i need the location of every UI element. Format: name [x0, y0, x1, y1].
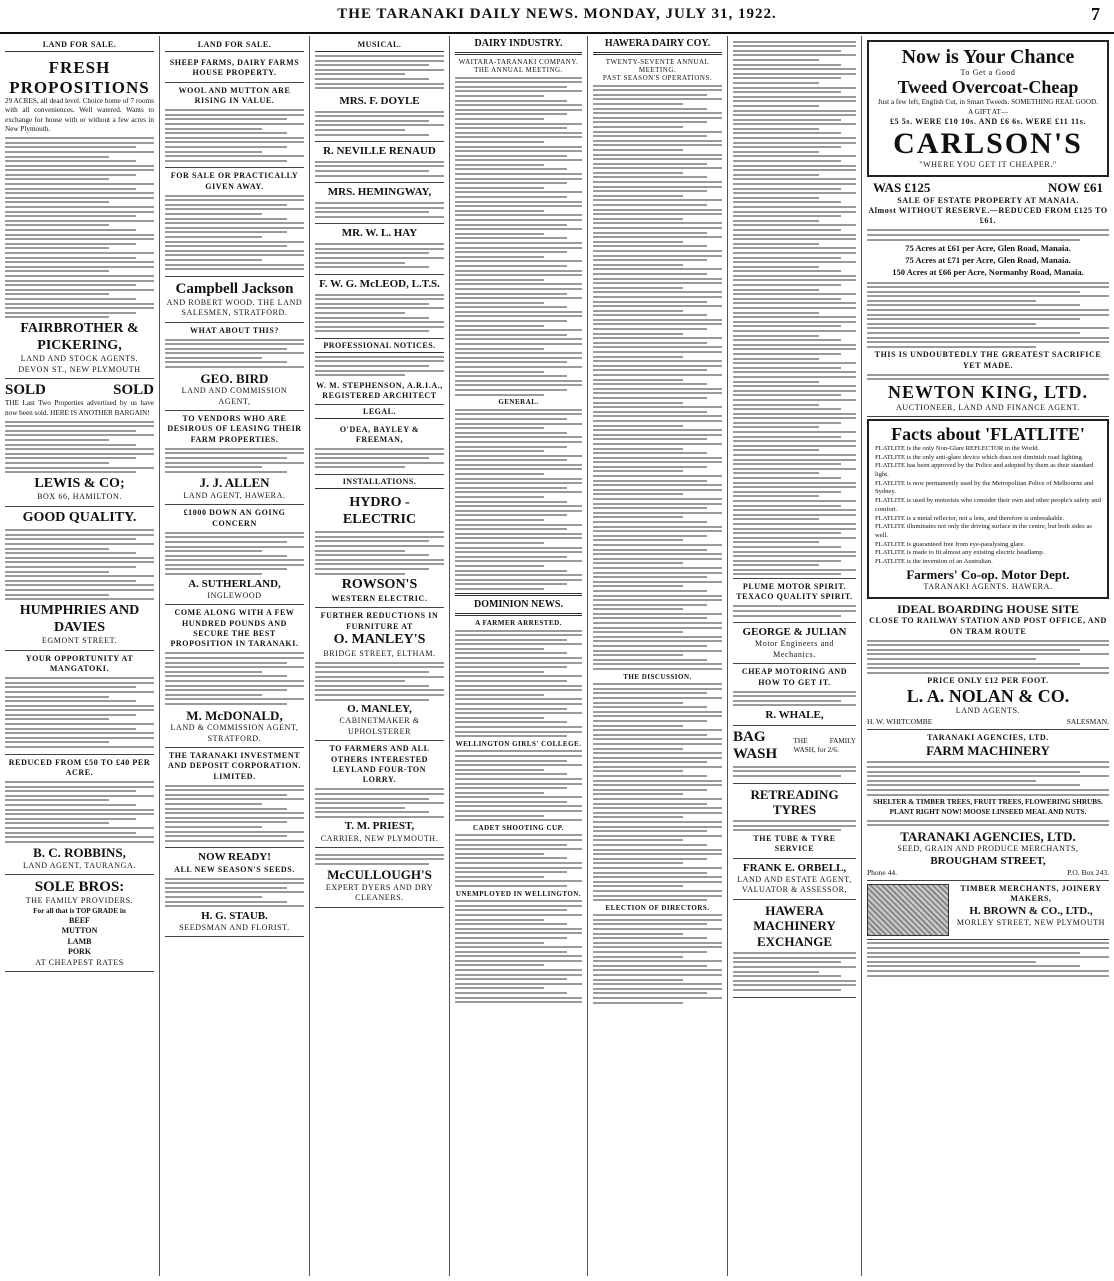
section-heading: MUSICAL. — [315, 38, 444, 52]
text-block — [867, 229, 1109, 240]
teacher-name: MR. W. L. HAY — [341, 227, 418, 240]
text-block — [315, 55, 444, 89]
flatlite-fact: FLATLITE has been approved by the Police and adopted by them as their standard light. — [875, 462, 1094, 479]
bag-wash-ad — [733, 726, 856, 783]
give-away-ad — [165, 168, 304, 276]
flatlite-fact: FLATLITE is the only anti-glare device which does not diminish road lighting. — [875, 453, 1084, 461]
agent-address: LAND AND COMMISSION AGENT, — [181, 386, 288, 406]
agent-name: Campbell Jackson — [175, 280, 294, 297]
lot-item: 75 Acres at £71 per Acre, Glen Road, Manaia. — [905, 255, 1071, 266]
ad-heading: Now is Your Chance — [901, 46, 1075, 68]
orbell-ad — [733, 859, 856, 900]
business-address: BROUGHAM STREET, — [930, 854, 1046, 867]
business-name: TARANAKI AGENCIES, LTD. — [927, 732, 1049, 742]
text-block — [867, 640, 1109, 674]
price-item: PORK — [67, 947, 92, 957]
business-name: NEWTON KING, LTD. — [887, 381, 1089, 402]
column-3 — [310, 36, 450, 1276]
column-5 — [588, 36, 728, 1276]
text-block — [867, 374, 1109, 381]
salesman-label: SALESMAN. — [1066, 716, 1109, 726]
flatlite-fact: FLATLITE is the only Non-Glare REFLECTOR in the World. — [875, 444, 1040, 452]
text-block — [733, 820, 856, 831]
fresh-propositions-ad — [5, 55, 154, 379]
firm-name: O'DEA, BAYLEY & FREEMAN, — [339, 424, 420, 445]
ad-heading: RETREADING TYRES — [750, 786, 839, 818]
carlsons-ad — [867, 40, 1109, 177]
article-body — [733, 41, 856, 576]
sold-label: SOLD — [5, 382, 46, 399]
agent-name: B. C. ROBBINS, — [33, 845, 126, 861]
column-1 — [0, 36, 160, 1276]
teacher-name: MRS. HEMINGWAY, — [327, 186, 432, 199]
reduced-ad — [5, 755, 154, 876]
article-subtitle: WAITARA-TARANAKI COMPANY. — [458, 58, 579, 66]
business-tagline: THE FAMILY PROVIDERS. — [25, 896, 134, 906]
ad-subheading: Almost WITHOUT RESERVE.—REDUCED FROM £125 TO £61. — [868, 206, 1108, 226]
business-name: McCULLOUGH'S — [327, 867, 432, 883]
article-body — [455, 834, 582, 887]
text-block — [733, 605, 856, 616]
agent-address: LAND AGENT, TAURANGA. — [23, 860, 136, 870]
ad-heading: FOR SALE OR PRACTICALLY GIVEN AWAY. — [170, 171, 299, 191]
good-quality-ad — [5, 507, 154, 651]
masthead — [0, 0, 1114, 34]
architect-ad: W. M. STEPHENSON, A.R.I.A., REGISTERED ARCHITECT — [315, 379, 444, 405]
agent-name: J. J. ALLEN — [199, 475, 270, 491]
retreading-ad — [733, 784, 856, 859]
ad-heading: GOOD QUALITY. — [22, 509, 137, 525]
article-subheading: A FARMER ARRESTED. — [475, 618, 562, 627]
agent-address: INGLEWOOD — [207, 590, 262, 600]
business-name: Farmers' Co-op. Motor Dept. — [906, 566, 1070, 582]
business-tagline: WESTERN ELECTRIC. — [331, 593, 428, 603]
farm-machinery-ad — [867, 730, 1109, 881]
ad-heading: FARM MACHINERY — [926, 743, 1050, 759]
business-address: CARRIER, NEW PLYMOUTH. — [320, 833, 439, 843]
ad-heading: HYDRO - ELECTRIC — [342, 494, 417, 527]
phone-number: Phone 44. — [867, 867, 897, 877]
ad-heading: SALE OF ESTATE PROPERTY AT MANAIA. — [897, 195, 1079, 205]
business-name: CARLSON'S — [893, 127, 1083, 161]
text-block — [315, 294, 444, 333]
lot-item: 150 Acres at £66 per Acre, Normanby Road, Manaia. — [892, 267, 1084, 278]
ad-heading: CHEAP MOTORING AND HOW TO GET IT. — [741, 667, 848, 687]
business-tagline: LAND AGENTS. — [955, 706, 1021, 716]
text-block — [165, 109, 304, 162]
ad-heading: FRESH PROPOSITIONS — [9, 58, 150, 97]
ad-text: SHELTER & TIMBER TREES, FRUIT TREES, FLOWERING SHRUBS. PLANT RIGHT NOW! MOOSE LINSEED MEAL AND NUTS. — [873, 798, 1103, 816]
ad-heading: Facts about 'FLATLITE' — [891, 424, 1085, 445]
text-block — [165, 195, 304, 271]
ad-footer: AT CHEAPEST RATES — [35, 957, 124, 967]
article-body — [593, 683, 722, 901]
text-block — [165, 878, 304, 908]
agent-name: LEWIS & CO; — [34, 475, 125, 491]
ad-heading: REDUCED FROM £50 TO £40 PER ACRE. — [8, 757, 151, 778]
lorry-ad — [315, 741, 444, 848]
business-tagline: EXPERT DYERS AND DRY CLEANERS. — [325, 883, 434, 903]
agent-address: LAND AGENT, HAWERA. — [183, 490, 286, 500]
price-intro: For all that is TOP GRADE in — [33, 906, 126, 915]
text-block — [867, 761, 1109, 795]
po-box: P.O. Box 243. — [1067, 867, 1109, 877]
business-name: L. A. NOLAN & CO. — [906, 685, 1070, 706]
vendors-ad — [165, 411, 304, 505]
teacher-ad — [315, 224, 444, 274]
text-block — [5, 529, 154, 600]
timber-illustration — [867, 884, 949, 936]
price-item: MUTTON — [61, 926, 98, 936]
article-title: DAIRY INDUSTRY. — [474, 38, 563, 49]
flatlite-fact: FLATLITE is used by motorists who consider their own and other people's safety and comfort. — [875, 497, 1101, 513]
ad-text: THE Last Two Properties advertised by us have now been sold. HERE IS ANOTHER BARGAIN! — [5, 399, 154, 417]
page-number: 7 — [1091, 4, 1100, 24]
price-text: PRICE ONLY £12 PER FOOT. — [927, 676, 1049, 686]
text-block — [5, 137, 154, 318]
now-price: NOW £61 — [1047, 179, 1103, 195]
agent-tagline: LAND AND ESTATE AGENT, VALUATOR & ASSESSOR, — [737, 875, 852, 895]
flatlite-fact: FLATLITE is now permanently used by the Metropolitan Police of Melbourne and Sydney. — [875, 479, 1094, 496]
wool-ad — [165, 83, 304, 169]
boarding-house-ad — [867, 599, 1109, 730]
agent-address: AND ROBERT WOOD. THE LAND SALESMEN, STRATFORD. — [166, 297, 303, 318]
ad-heading: IDEAL BOARDING HOUSE SITE — [897, 601, 1079, 616]
what-about-ad — [165, 323, 304, 412]
section-heading: LAND FOR SALE. — [5, 38, 154, 52]
ad-heading: THE TARANAKI INVESTMENT AND DEPOSIT CORPORATION. LIMITED. — [167, 750, 301, 781]
salesman-name: H. W. WHITCOMBE — [867, 716, 933, 726]
business-name: TARANAKI AGENCIES, LTD. — [900, 828, 1076, 844]
agent-address: BOX 66, HAMILTON. — [37, 492, 122, 502]
column-7 — [862, 36, 1114, 1276]
article-subheading: WELLINGTON GIRLS' COLLEGE. — [455, 739, 582, 748]
business-name: R. WHALE, — [765, 708, 824, 721]
business-name: O. MANLEY, — [347, 703, 412, 716]
teacher-ad — [315, 92, 444, 142]
price-item: LAMB — [67, 936, 92, 946]
price-text: £5 5s. WERE £10 10s. AND £6 6s. WERE £11 11s. — [889, 116, 1087, 126]
mangatoki-ad — [5, 651, 154, 755]
sole-bros-ad — [5, 875, 154, 972]
agent-name: FRANK E. ORBELL, — [742, 861, 847, 874]
text-block — [733, 952, 856, 991]
article-body — [455, 630, 582, 738]
agent-name: FAIRBROTHER & PICKERING, — [20, 320, 139, 353]
manaia-estate-ad — [867, 177, 1109, 417]
lot-item: 75 Acres at £61 per Acre, Glen Road, Manaia. — [905, 243, 1071, 254]
business-tagline: TARANAKI AGENTS. HAWERA. — [923, 582, 1053, 592]
sheep-farms-ad — [165, 55, 304, 83]
text-block — [165, 532, 304, 575]
text-block — [315, 854, 444, 865]
george-julian-ad — [733, 623, 856, 664]
article-subtitle: TWENTY-SEVENTE ANNUAL MEETING. — [605, 58, 710, 74]
business-name: H. BROWN & CO., LTD., — [969, 904, 1093, 917]
text-block — [315, 202, 444, 218]
text-block — [867, 820, 1109, 827]
teacher-ad — [315, 183, 444, 224]
ad-subheading: CLOSE TO RAILWAY STATION AND POST OFFICE, AND ON TRAM ROUTE — [869, 616, 1107, 636]
business-name: BAG WASH — [733, 729, 778, 763]
article-body — [455, 77, 582, 396]
text-block — [315, 662, 444, 701]
ad-heading: TIMBER MERCHANTS, JOINERY MAKERS, — [960, 883, 1102, 904]
teacher-name: MRS. F. DOYLE — [339, 94, 420, 107]
ad-heading: SHEEP FARMS, DAIRY FARMS HOUSE PROPERTY. — [169, 58, 300, 78]
article-title: DOMINION NEWS. — [474, 598, 563, 610]
article-subheading: CADET SHOOTING CUP. — [473, 823, 564, 832]
sold-label: SOLD — [113, 382, 154, 399]
business-tagline: CABINETMAKER & UPHOLSTERER — [339, 716, 420, 736]
hydro-electric-ad — [315, 492, 444, 608]
ad-heading: WHAT ABOUT THIS? — [189, 325, 280, 335]
business-tagline: SEEDSMAN AND FLORIST. — [179, 922, 290, 932]
dyers-ad — [315, 848, 444, 908]
text-block — [315, 356, 444, 376]
flatlite-fact: FLATLITE is the invention of an Australian. — [875, 558, 993, 566]
plume-ad — [733, 578, 856, 623]
text-block — [315, 531, 444, 574]
section-heading: PROFESSIONAL NOTICES. — [315, 339, 444, 353]
text-block — [5, 781, 154, 843]
text-block — [5, 677, 154, 748]
section-heading: LAND FOR SALE. — [165, 38, 304, 52]
flatlite-fact: FLATLITE is a metal reflector, not a lens, and therefore is unbreakable. — [875, 514, 1065, 522]
come-along-ad — [165, 605, 304, 748]
agent-name: GEO. BIRD — [200, 370, 269, 386]
article-body — [455, 900, 582, 1003]
agent-address: LAND AND STOCK AGENTS. DEVON ST., NEW PLYMOUTH — [18, 354, 141, 374]
ad-heading: PLUME MOTOR SPIRIT. TEXACO QUALITY SPIRIT. — [736, 582, 853, 602]
business-tagline: AUCTIONEER, LAND AND FINANCE AGENT. — [896, 402, 1080, 412]
text-block — [165, 652, 304, 705]
teacher-ad — [315, 142, 444, 183]
article-body — [455, 750, 582, 821]
ad-heading: FURTHER REDUCTIONS IN FURNITURE AT — [320, 611, 439, 631]
ad-heading: COME ALONG WITH A FEW HUNDRED POUNDS AND SECURE THE BEST PROPOSITION IN TARANAKI. — [170, 608, 299, 649]
article-subtitle: PAST SEASON'S OPERATIONS. — [602, 74, 713, 82]
text-block — [867, 282, 1109, 348]
text-block — [315, 788, 444, 818]
agent-address: LAND & COMMISSION AGENT, STRATFORD. — [170, 723, 299, 743]
ad-heading: NOW READY! — [198, 851, 271, 864]
text-block — [315, 448, 444, 468]
agent-name: M. McDONALD, — [186, 707, 283, 723]
article-body — [593, 914, 722, 1003]
article-title: HAWERA DAIRY COY. — [604, 38, 711, 49]
business-name: O. MANLEY'S — [333, 632, 426, 648]
ad-heading: WOOL AND MUTTON ARE RISING IN VALUE. — [178, 85, 291, 106]
text-block — [733, 766, 856, 777]
cheap-motoring-ad — [733, 664, 856, 726]
sold-ad — [5, 379, 154, 507]
ad-subheading: ALL NEW SEASON'S SEEDS. — [174, 864, 295, 874]
teacher-ad — [315, 275, 444, 339]
article-body — [593, 85, 722, 670]
section-heading: LEGAL. — [315, 405, 444, 419]
campbell-jackson-ad — [165, 277, 304, 323]
ad-heading: TO VENDORS WHO ARE DESIROUS OF LEASING THEIR FARM PROPERTIES. — [167, 414, 302, 444]
article-subheading: GENERAL. — [498, 398, 539, 407]
business-tagline: "WHERE YOU GET IT CHEAPER." — [919, 160, 1057, 170]
timber-ad — [867, 881, 1109, 940]
agent-name: HUMPHRIES AND DAVIES — [19, 602, 140, 635]
flatlite-fact: FLATLITE is made to fit almost any existing electric headlamp. — [875, 549, 1045, 557]
furniture-ad — [315, 608, 444, 741]
business-name: GEORGE & JULIAN — [742, 626, 847, 639]
ad-text: Just a few left, English Cut, in Smart Tweeds. SOMETHING REAL GOOD. A GIFT AT— — [877, 98, 1099, 116]
was-price: WAS £125 — [873, 179, 931, 195]
flatlite-fact: FLATLITE illuminates not only the driving surface in the centre, but both sides as well. — [875, 523, 1092, 539]
business-name: H. G. STAUB. — [201, 909, 268, 922]
business-name: T. M. PRIEST, — [344, 820, 415, 833]
text-block — [733, 691, 856, 707]
ad-heading: Tweed Overcoat-Cheap — [897, 77, 1079, 98]
teacher-name: F. W. G. McLEOD, L.T.S. — [319, 277, 440, 290]
business-address: MORLEY STREET, NEW PLYMOUTH — [956, 917, 1106, 927]
column-2 — [160, 36, 310, 1276]
machinery-exchange-ad — [733, 900, 856, 998]
business-tagline: Motor Engineers and Mechanics. — [755, 639, 834, 659]
text-block — [5, 421, 154, 474]
business-name: ROWSON'S — [341, 577, 418, 593]
agent-name: A. SUTHERLAND, — [188, 577, 281, 590]
ad-heading: £1000 DOWN AN GOING CONCERN — [183, 508, 286, 528]
ad-subheading: LEYLAND FOUR-TON LORRY. — [332, 764, 427, 785]
column-4 — [450, 36, 588, 1276]
ad-heading: TO FARMERS AND ALL OTHERS INTERESTED — [329, 744, 430, 764]
article-subheading: ELECTION OF DIRECTORS. — [605, 903, 710, 912]
newspaper-title: THE TARANAKI DAILY NEWS. MONDAY, JULY 31, 1922. — [337, 6, 777, 22]
seeds-ad — [165, 848, 304, 937]
text-block — [315, 243, 444, 268]
article-body — [455, 409, 582, 590]
business-name: SOLE BROS: — [34, 879, 125, 896]
business-tagline: THE FAMILY WASH, for 2/6. — [793, 736, 856, 755]
ad-heading: YOUR OPPORTUNITY AT MANGATOKI. — [25, 653, 134, 674]
article-subheading: UNEMPLOYED IN WELLINGTON. — [455, 889, 582, 898]
article-subtitle: THE ANNUAL MEETING. — [474, 66, 563, 74]
legal-ad — [315, 422, 444, 475]
ad-subheading: To Get a Good — [960, 68, 1016, 77]
ad-text: 29 ACRES, all dead level. Choice home of 7 rooms with all conveniences. Well watered. Wants to exchange for house with or without a few acres in New Plymouth. — [5, 97, 154, 134]
article-subheading: THE DISCUSSION. — [623, 672, 692, 681]
price-item: BEEF — [69, 916, 90, 926]
text-block — [315, 111, 444, 136]
business-tagline: SEED, GRAIN AND PRODUCE MERCHANTS, — [897, 844, 1079, 854]
text-block — [165, 448, 304, 473]
teacher-name: R. NEVILLE RENAUD — [323, 145, 436, 158]
ad-highlight: THIS IS UNDOUBTEDLY THE GREATEST SACRIFICE YET MADE. — [874, 350, 1102, 370]
text-block — [867, 942, 1109, 976]
business-address: BRIDGE STREET, ELTHAM. — [323, 648, 436, 658]
flatlite-ad — [867, 419, 1109, 599]
text-block — [165, 785, 304, 842]
flatlite-fact: FLATLITE is guaranteed free from eye-paralysing glare. — [875, 540, 1025, 548]
text-block — [315, 161, 444, 177]
column-6 — [728, 36, 862, 1276]
text-block — [165, 339, 304, 369]
section-heading: INSTALLATIONS. — [315, 475, 444, 489]
going-concern-ad — [165, 505, 304, 605]
business-name: HAWERA MACHINERY EXCHANGE — [753, 902, 836, 949]
business-name: THE TUBE & TYRE SERVICE — [753, 834, 836, 854]
investment-ad — [165, 748, 304, 848]
agent-address: EGMONT STREET. — [41, 636, 118, 646]
